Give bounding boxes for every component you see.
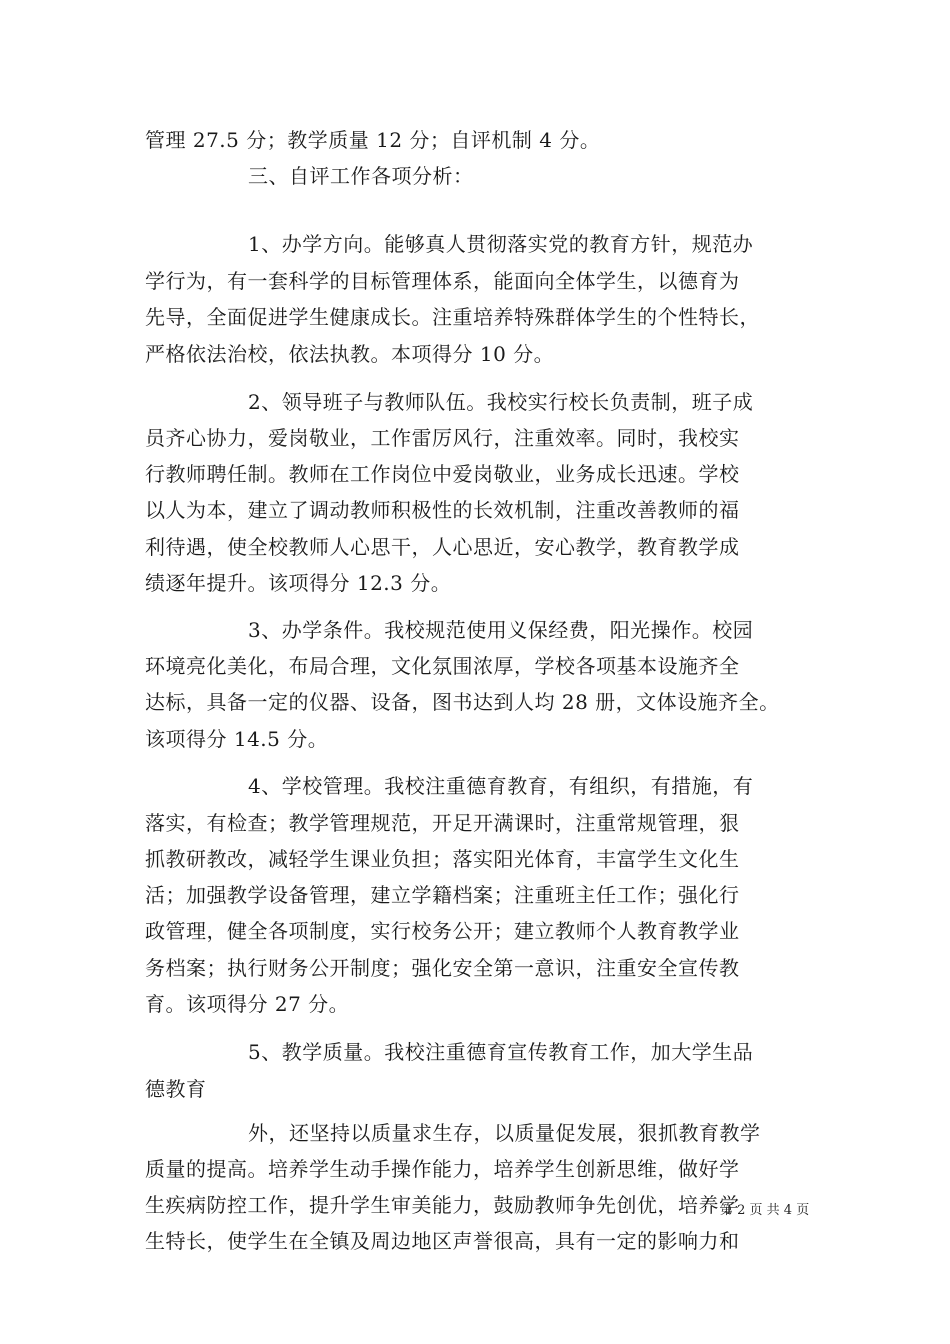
text-line: 员齐心协力，爱岗敬业，工作雷厉风行，注重效率。同时，我校实 (145, 426, 740, 450)
text-line: 2、领导班子与教师队伍。我校实行校长负责制，班子成 (248, 390, 754, 414)
text-line: 严格依法治校，依法执教。本项得分 10 分。 (145, 342, 555, 366)
page-number: 第 2 页 共 4 页 (720, 1203, 810, 1218)
text-line: 生疾病防控工作，提升学生审美能力，鼓励教师争先创优，培养学 (145, 1193, 740, 1217)
text-line: 生特长，使学生在全镇及周边地区声誉很高，具有一定的影响力和 (145, 1229, 740, 1253)
text-line: 先导，全面促进学生健康成长。注重培养特殊群体学生的个性特长， (145, 305, 760, 329)
text-line: 落实，有检查；教学管理规范，开足开满课时，注重常规管理，狠 (145, 811, 740, 835)
text-line: 行教师聘任制。教师在工作岗位中爱岗敬业，业务成长迅速。学校 (145, 462, 740, 486)
text-line: 5、教学质量。我校注重德育宣传教育工作，加大学生品 (248, 1040, 754, 1064)
text-line: 政管理，健全各项制度，实行校务公开；建立教师个人教育教学业 (145, 919, 740, 943)
text-line: 达标，具备一定的仪器、设备，图书达到人均 28 册，文体设施齐全。 (145, 690, 780, 714)
text-line: 3、办学条件。我校规范使用义保经费，阳光操作。校园 (248, 618, 754, 642)
text-line: 以人为本，建立了调动教师积极性的长效机制，注重改善教师的福 (145, 498, 740, 522)
text-line: 务档案；执行财务公开制度；强化安全第一意识，注重安全宣传教 (145, 956, 740, 980)
text-line: 该项得分 14.5 分。 (145, 727, 329, 751)
text-line: 质量的提高。培养学生动手操作能力，培养学生创新思维，做好学 (145, 1157, 740, 1181)
text-line: 德教育 (145, 1077, 207, 1101)
text-line: 绩逐年提升。该项得分 12.3 分。 (145, 571, 452, 595)
text-line: 1、办学方向。能够真人贯彻落实党的教育方针，规范办 (248, 232, 754, 256)
text-line: 抓教研教改，减轻学生课业负担；落实阳光体育，丰富学生文化生 (145, 847, 740, 871)
text-line: 环境亮化美化，布局合理，文化氛围浓厚，学校各项基本设施齐全 (145, 654, 740, 678)
text-line: 4、学校管理。我校注重德育教育，有组织，有措施，有 (248, 774, 754, 798)
text-line: 学行为，有一套科学的目标管理体系，能面向全体学生，以德育为 (145, 269, 740, 293)
text-line: 管理 27.5 分；教学质量 12 分；自评机制 4 分。 (145, 128, 601, 152)
text-line: 外，还坚持以质量求生存，以质量促发展，狠抓教育教学 (248, 1121, 761, 1145)
text-line: 育。该项得分 27 分。 (145, 992, 350, 1016)
text-line: 利待遇，使全校教师人心思干，人心思近，安心教学，教育教学成 (145, 535, 740, 559)
section-heading: 三、自评工作各项分析： (248, 164, 474, 188)
text-line: 活；加强教学设备管理，建立学籍档案；注重班主任工作；强化行 (145, 883, 740, 907)
